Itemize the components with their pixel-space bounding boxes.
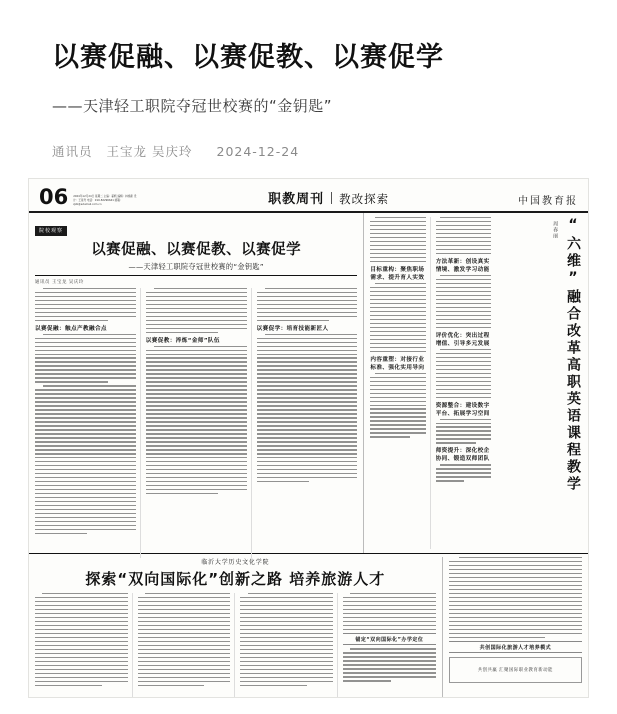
feature-byline: 通讯员 王宝龙 吴庆玲: [35, 279, 84, 285]
secondary-subtitle-4: 评价优化：突出过程增值、引导多元发展: [435, 332, 490, 347]
feature-headline: 以赛促融、以赛促教、以赛促学: [91, 241, 302, 258]
body-text: [436, 349, 491, 398]
body-text: [343, 648, 436, 681]
page-title: 以赛促融、以赛促教、以赛促学: [52, 42, 444, 73]
bottom-column-4: [343, 593, 436, 697]
secondary-subtitle-1: 目标重构：聚焦职场需求、提升育人实效: [370, 266, 425, 281]
bottom-org-line: 临沂大学历史文化学院: [201, 559, 270, 567]
secondary-subtitle-5: 资源整合：建设数字平台、拓展学习空间: [435, 402, 490, 417]
section-sub-label: 教改探索: [339, 192, 390, 207]
section-main-label: 职教周刊: [268, 192, 325, 208]
bottom-headline: 探索“双向国际化”创新之路 培养旅游人才: [85, 570, 386, 589]
body-text: [343, 593, 436, 630]
body-text: [436, 419, 491, 444]
secondary-subtitle-2: 内容重塑：对接行业标准、强化实用导向: [370, 356, 425, 371]
bottom-columns: [35, 593, 436, 697]
newspaper-brand: 中国教育报: [518, 196, 578, 208]
body-text: [240, 593, 333, 686]
body-text: [436, 275, 491, 328]
bottom-mini-head-2: 共创国际化旅游人才培养模式: [449, 641, 582, 653]
secondary-article: [364, 213, 588, 553]
top-zone: [29, 213, 588, 554]
masthead-meta: 2024年12月24日 星期二 主编：翟帆 编辑：林焕新 设计：王星舟 电话：010-82296641 邮箱：zjzk@edumail.com.cn: [73, 195, 137, 207]
secondary-subtitle-6: 师资提升：深化校企协同、锻造双师团队: [435, 448, 490, 463]
secondary-column-2: [436, 217, 491, 549]
secondary-columns: [370, 217, 491, 549]
article-kicker: 院校观察: [35, 226, 67, 236]
bottom-column-2: [138, 593, 236, 697]
feature-subhead: ——天津轻工职院夺冠世校赛的“金钥匙”: [128, 261, 264, 271]
feature-subtitle-3: 以赛促学：培育技能新匠人: [256, 325, 329, 332]
feature-columns: [35, 288, 357, 558]
byline-date: 2024-12-24: [216, 144, 300, 160]
body-text: [370, 283, 425, 352]
newspaper-body: [29, 213, 588, 698]
body-text: [138, 593, 231, 686]
feature-subtitle-2: 以赛促教：淬炼“金师”队伍: [145, 337, 220, 344]
body-text: [35, 288, 136, 321]
feature-subtitle-1: 以赛促融：触点产教融合点: [35, 325, 107, 332]
body-text: [146, 288, 247, 333]
article-header: [0, 0, 617, 160]
byline-label: 通讯员: [52, 144, 93, 160]
bottom-sidebar: [443, 557, 588, 698]
newspaper-masthead: [29, 179, 588, 213]
bottom-zone: [29, 554, 588, 698]
newspaper-scan: [28, 178, 589, 698]
advertisement-box: 共创共赢 汇聚国际职业教育新动能: [449, 657, 582, 683]
article-subtitle: ——天津轻工职院夺冠世校赛的“金钥匙”: [52, 97, 333, 116]
secondary-headline: “六维”融合改革高职英语课程教学: [564, 217, 581, 494]
feature-column-3: [257, 288, 358, 558]
body-text: [370, 373, 425, 438]
body-text: [370, 217, 425, 262]
feature-column-1: [35, 288, 141, 558]
body-text: [146, 346, 247, 495]
body-text: [436, 464, 491, 481]
bottom-column-1: [35, 593, 133, 697]
vertical-title-block: [496, 217, 582, 549]
byline-authors: 王宝龙 吴庆玲: [106, 144, 193, 160]
bottom-column-3: [240, 593, 338, 697]
body-text: [35, 334, 136, 535]
section-divider: [331, 192, 332, 204]
masthead-section: [139, 188, 518, 207]
body-text: [436, 217, 491, 254]
feature-column-2: [146, 288, 252, 558]
feature-article: [29, 213, 364, 553]
page-number: 06: [39, 185, 69, 210]
secondary-byline: 周春丽: [552, 221, 559, 240]
bottom-article: [29, 557, 443, 698]
byline: [52, 142, 565, 160]
secondary-column-1: [370, 217, 430, 549]
body-text: [257, 288, 358, 321]
body-text: [257, 334, 358, 483]
rule: [35, 275, 357, 276]
body-text: [35, 593, 128, 686]
secondary-subtitle-3: 方法革新：创设真实情境、激发学习动能: [435, 258, 490, 273]
body-text: [449, 557, 582, 638]
bottom-mini-head-1: 锚定“双向国际化”办学定位: [343, 633, 436, 645]
